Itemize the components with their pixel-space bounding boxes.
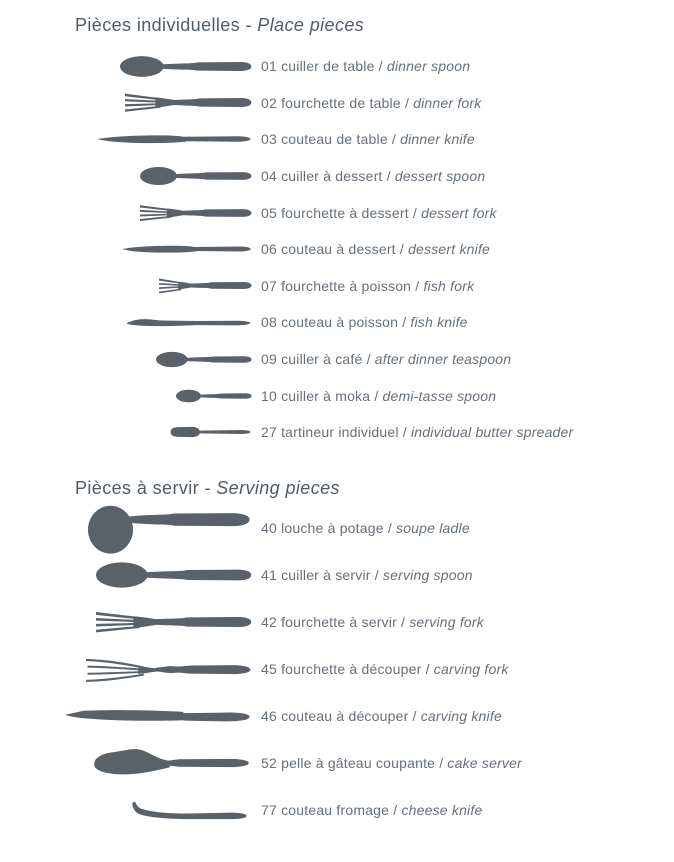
cutlery-label bbox=[261, 131, 475, 147]
fish-fork-icon bbox=[156, 276, 252, 295]
item-name-en: individual butter spreader bbox=[410, 424, 574, 441]
fork-icon bbox=[140, 203, 252, 223]
cutlery-silhouette bbox=[0, 91, 252, 114]
cutlery-silhouette bbox=[0, 203, 252, 223]
item-name-fr: cuiller à servir bbox=[281, 567, 371, 584]
item-name-fr: fourchette à servir bbox=[281, 614, 397, 631]
item-name-en: soupe ladle bbox=[396, 520, 470, 537]
cutlery-section bbox=[0, 477, 674, 834]
item-code: 41 bbox=[261, 567, 277, 584]
cutlery-label bbox=[261, 708, 502, 724]
item-name-fr: cuiller à moka bbox=[281, 387, 371, 404]
item-name-en: dinner fork bbox=[413, 94, 482, 111]
label-separator: / bbox=[374, 387, 379, 404]
spoon-icon bbox=[156, 351, 252, 368]
cutlery-label bbox=[261, 351, 511, 367]
cake-server-icon bbox=[91, 746, 252, 780]
item-name-fr: couteau fromage bbox=[281, 802, 390, 819]
cutlery-label bbox=[261, 168, 485, 184]
item-name-en: serving fork bbox=[409, 614, 484, 631]
item-name-en: carving knife bbox=[420, 708, 502, 725]
cutlery-row bbox=[0, 552, 674, 599]
item-name-fr: couteau à découper bbox=[281, 708, 409, 725]
ladle-icon bbox=[86, 502, 252, 554]
cutlery-label bbox=[261, 661, 509, 677]
item-code: 10 bbox=[261, 387, 277, 404]
label-separator: / bbox=[366, 351, 371, 368]
cutlery-row bbox=[0, 121, 674, 158]
section-rows bbox=[0, 48, 674, 451]
cutlery-silhouette bbox=[0, 389, 252, 403]
label-separator: / bbox=[425, 661, 430, 678]
carving-fork-icon bbox=[86, 657, 252, 682]
cutlery-label bbox=[261, 755, 522, 771]
item-code: 06 bbox=[261, 241, 277, 258]
cutlery-label bbox=[261, 520, 470, 536]
cutlery-label bbox=[261, 278, 474, 294]
section-heading-en: Place pieces bbox=[257, 15, 365, 35]
knife-icon bbox=[121, 241, 252, 257]
label-separator: / bbox=[387, 520, 392, 537]
item-name-fr: cuiller de table bbox=[281, 58, 375, 75]
cutlery-silhouette bbox=[0, 800, 252, 821]
spoon-icon bbox=[96, 561, 252, 589]
label-separator: / bbox=[402, 314, 407, 331]
section-heading-en: Serving pieces bbox=[216, 477, 340, 498]
item-name-en: dessert knife bbox=[408, 241, 491, 258]
cutlery-row bbox=[0, 48, 674, 85]
cutlery-silhouette bbox=[0, 561, 252, 589]
label-separator: / bbox=[402, 424, 407, 441]
item-name-en: dinner knife bbox=[400, 131, 475, 148]
section-heading-separator: - bbox=[199, 477, 217, 498]
cutlery-silhouette bbox=[0, 425, 252, 439]
cutlery-label bbox=[261, 802, 482, 818]
spoon-icon bbox=[140, 166, 252, 186]
cutlery-label bbox=[261, 424, 573, 440]
item-name-fr: fourchette à dessert bbox=[281, 204, 409, 221]
spoon-icon bbox=[176, 389, 252, 403]
cutlery-silhouette bbox=[0, 130, 252, 148]
cutlery-label bbox=[261, 614, 484, 630]
item-code: 46 bbox=[261, 708, 277, 725]
item-code: 77 bbox=[261, 802, 277, 819]
cutlery-silhouette bbox=[0, 657, 252, 682]
item-name-en: serving spoon bbox=[382, 567, 473, 584]
section-heading-fr: Pièces individuelles bbox=[75, 15, 241, 35]
item-code: 07 bbox=[261, 277, 277, 294]
cutlery-row bbox=[0, 599, 674, 646]
label-separator: / bbox=[404, 94, 410, 111]
cutlery-silhouette bbox=[0, 315, 252, 330]
item-name-fr: cuiller à dessert bbox=[281, 168, 383, 185]
knife-icon bbox=[96, 130, 252, 148]
item-name-en: dinner spoon bbox=[386, 58, 471, 75]
fork-icon bbox=[125, 91, 252, 114]
label-separator: / bbox=[412, 204, 418, 221]
cutlery-row bbox=[0, 414, 674, 451]
item-code: 05 bbox=[261, 204, 277, 221]
label-separator: / bbox=[399, 241, 404, 258]
fish-knife-icon bbox=[125, 315, 252, 330]
item-name-en: dessert fork bbox=[421, 204, 497, 221]
item-name-fr: fourchette à découper bbox=[281, 661, 422, 678]
cutlery-row bbox=[0, 231, 674, 268]
cutlery-row bbox=[0, 268, 674, 305]
cutlery-row bbox=[0, 377, 674, 414]
item-code: 42 bbox=[261, 614, 277, 631]
cutlery-section bbox=[0, 14, 674, 451]
cutlery-label bbox=[261, 58, 470, 74]
item-name-en: carving fork bbox=[433, 661, 509, 678]
cutlery-row bbox=[0, 787, 674, 834]
item-name-fr: tartineur individuel bbox=[281, 424, 399, 441]
label-separator: / bbox=[401, 614, 406, 631]
cutlery-silhouette bbox=[0, 241, 252, 257]
section-heading bbox=[75, 477, 674, 499]
cutlery-silhouette bbox=[0, 704, 252, 729]
cutlery-label bbox=[261, 567, 473, 583]
cutlery-row bbox=[0, 85, 674, 122]
item-code: 45 bbox=[261, 661, 277, 678]
item-name-en: cake server bbox=[447, 755, 522, 772]
cutlery-label bbox=[261, 388, 496, 404]
item-name-en: demi-tasse spoon bbox=[382, 387, 497, 404]
label-separator: / bbox=[393, 802, 398, 819]
item-code: 09 bbox=[261, 351, 277, 368]
item-name-fr: couteau à poisson bbox=[281, 314, 399, 331]
cutlery-row bbox=[0, 740, 674, 787]
label-separator: / bbox=[386, 168, 391, 185]
cutlery-silhouette bbox=[0, 55, 252, 78]
item-name-en: cheese knife bbox=[401, 802, 483, 819]
cutlery-silhouette bbox=[0, 276, 252, 295]
label-separator: / bbox=[439, 755, 444, 772]
item-name-fr: couteau de table bbox=[281, 131, 388, 148]
item-code: 01 bbox=[261, 58, 277, 75]
label-separator: / bbox=[412, 708, 417, 725]
item-name-en: fish fork bbox=[423, 277, 475, 294]
label-separator: / bbox=[415, 277, 420, 294]
cutlery-silhouette bbox=[0, 746, 252, 780]
label-separator: / bbox=[378, 58, 383, 75]
cutlery-row bbox=[0, 194, 674, 231]
cutlery-row bbox=[0, 304, 674, 341]
cheese-knife-icon bbox=[131, 800, 252, 821]
label-separator: / bbox=[374, 567, 379, 584]
butter-spreader-icon bbox=[169, 425, 252, 439]
item-code: 02 bbox=[261, 94, 277, 111]
item-code: 04 bbox=[261, 168, 277, 185]
spoon-icon bbox=[120, 55, 252, 78]
carving-knife-icon bbox=[62, 704, 252, 729]
item-code: 52 bbox=[261, 755, 277, 772]
item-code: 40 bbox=[261, 520, 277, 537]
section-rows bbox=[0, 505, 674, 834]
section-heading bbox=[75, 14, 674, 36]
cutlery-row bbox=[0, 646, 674, 693]
item-name-fr: fourchette de table bbox=[281, 94, 401, 111]
item-code: 03 bbox=[261, 131, 277, 148]
item-name-en: after dinner teaspoon bbox=[374, 351, 512, 368]
cutlery-silhouette bbox=[0, 502, 252, 554]
cutlery-row bbox=[0, 158, 674, 195]
item-code: 27 bbox=[261, 424, 277, 441]
cutlery-row bbox=[0, 693, 674, 740]
section-heading-separator: - bbox=[240, 15, 258, 35]
cutlery-label bbox=[261, 205, 497, 221]
item-name-en: fish knife bbox=[410, 314, 468, 331]
cutlery-row bbox=[0, 341, 674, 378]
cutlery-silhouette bbox=[0, 609, 252, 635]
section-heading-fr: Pièces à servir bbox=[75, 477, 200, 498]
item-name-fr: louche à potage bbox=[281, 520, 384, 537]
cutlery-label bbox=[261, 314, 468, 330]
cutlery-row bbox=[0, 505, 674, 552]
item-code: 08 bbox=[261, 314, 277, 331]
cutlery-label bbox=[261, 241, 490, 257]
cutlery-silhouette bbox=[0, 166, 252, 186]
cutlery-silhouette bbox=[0, 351, 252, 368]
item-name-fr: fourchette à poisson bbox=[281, 277, 412, 294]
label-separator: / bbox=[391, 131, 396, 148]
fork-icon bbox=[96, 609, 252, 635]
item-name-fr: couteau à dessert bbox=[281, 241, 396, 258]
item-name-fr: pelle à gâteau coupante bbox=[281, 755, 436, 772]
item-name-fr: cuiller à café bbox=[281, 351, 363, 368]
cutlery-label bbox=[261, 95, 482, 111]
item-name-en: dessert spoon bbox=[394, 168, 486, 185]
